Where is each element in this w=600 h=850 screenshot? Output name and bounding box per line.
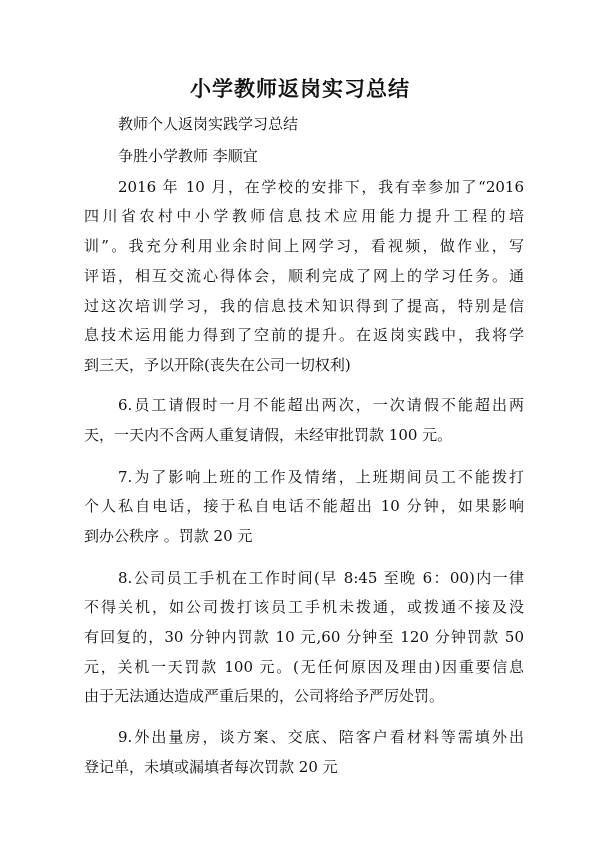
- paragraph-line: 天，一天内不含两人重复请假，未经审批罚款 100 元。: [84, 426, 453, 444]
- paragraph-line: 四川省农村中小学教师信息技术应用能力提升工程的培: [84, 207, 524, 225]
- paragraph-line: 2016 年 10 月，在学校的安排下，我有幸参加了“2016: [118, 178, 524, 196]
- paragraph-line: 到三天，予以开除(丧失在公司一切权利): [84, 356, 351, 374]
- paragraph-line: 9.外出量房，谈方案、交底、陪客户看材料等需填外出: [118, 728, 524, 746]
- document-subtitle: 教师个人返岗实践学习总结: [118, 115, 299, 133]
- paragraph-line: 到办公秩序 。罚款 20 元: [84, 527, 253, 545]
- paragraph-line: 登记单，未填或漏填者每次罚款 20 元: [84, 758, 338, 776]
- paragraph-line: 8.公司员工手机在工作时间(早 8:45 至晚 6：00)内一律: [118, 569, 524, 587]
- paragraph-line: 息技术运用能力得到了空前的提升。在返岗实践中，我将学: [84, 326, 524, 344]
- document-author: 争胜小学教师 李顺宜: [118, 147, 258, 165]
- paragraph-line: 7.为了影响上班的工作及情绪，上班期间员工不能拨打: [118, 468, 524, 486]
- document-title: 小学教师返岗实习总结: [190, 76, 410, 101]
- paragraph-line: 有回复的，30 分钟内罚款 10 元,60 分钟至 120 分钟罚款 50: [84, 628, 524, 646]
- paragraph-line: 过这次培训学习，我的信息技术知识得到了提高，特别是信: [84, 297, 524, 315]
- paragraph-line: 元，关机一天罚款 100 元。(无任何原因及理由)因重要信息: [84, 658, 524, 676]
- paragraph-line: 个人私自电话，接于私自电话不能超出 10 分钟，如果影响: [84, 497, 524, 515]
- paragraph-line: 不得关机，如公司拨打该员工手机未拨通，或拨通不接及没: [84, 598, 524, 616]
- paragraph-line: 评语，相互交流心得体会，顺利完成了网上的学习任务。通: [84, 267, 524, 285]
- paragraph-line: 6.员工请假时一月不能超出两次，一次请假不能超出两: [118, 396, 524, 414]
- paragraph-line: 由于无法通达造成严重后果的，公司将给予严厉处罚。: [84, 687, 445, 705]
- paragraph-line: 训”。我充分利用业余时间上网学习，看视频，做作业，写: [84, 237, 524, 255]
